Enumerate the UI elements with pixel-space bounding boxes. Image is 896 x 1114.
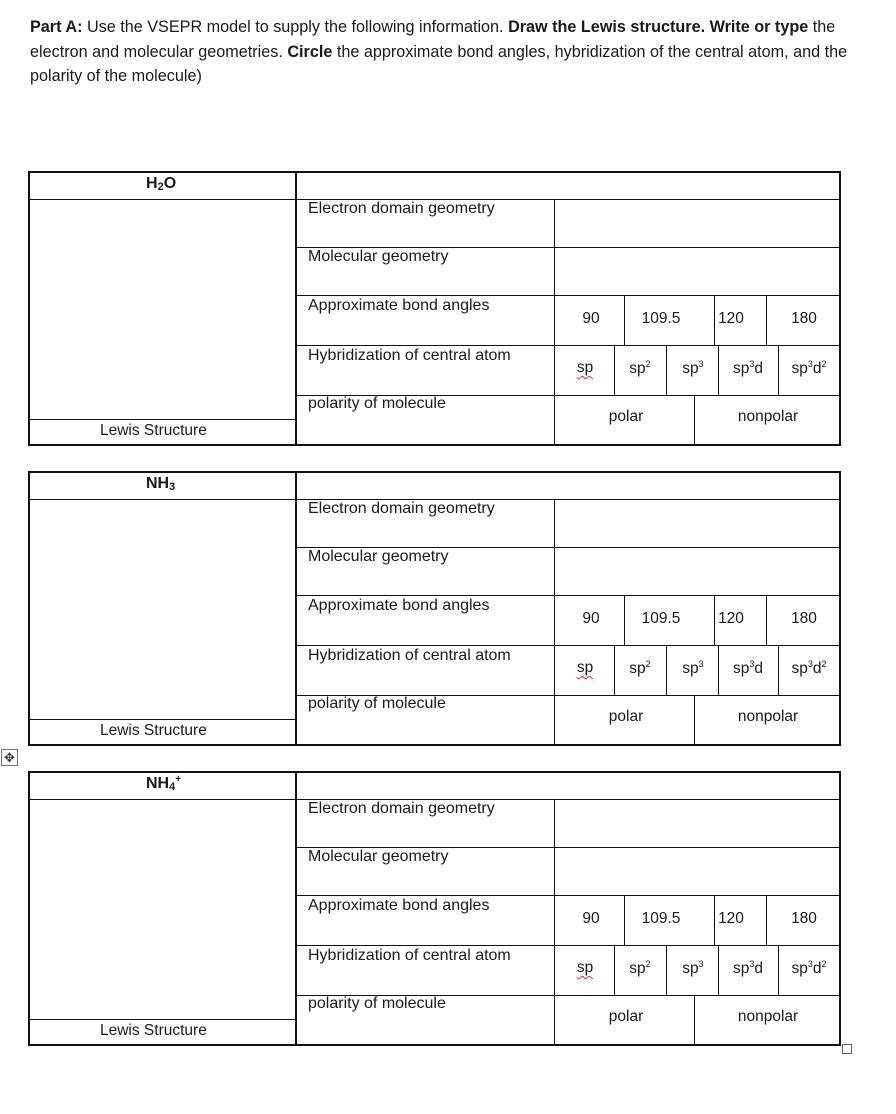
row-label: Electron domain geometry (308, 800, 495, 817)
hybridization-option[interactable]: sp (576, 659, 594, 676)
hybridization-option[interactable]: sp (576, 959, 594, 976)
hybridization-option[interactable]: $sp^3$ (682, 959, 704, 977)
row-label: Hybridization of central atom (308, 947, 511, 964)
hybridization-option[interactable]: $sp^3d$ (732, 959, 764, 977)
electron-domain-geometry-field[interactable] (556, 501, 839, 546)
bond-angle-option[interactable]: 180 (791, 610, 817, 627)
bond-angle-option[interactable]: 180 (791, 310, 817, 327)
molecule-table (28, 471, 841, 746)
polarity-option-polar[interactable]: polar (608, 408, 644, 425)
molecule-formula: $NH_3$ (146, 475, 176, 493)
hybridization-option[interactable]: sp (576, 359, 594, 376)
row-label: Molecular geometry (308, 848, 449, 865)
hybridization-option[interactable]: $sp^2$ (629, 359, 651, 377)
row-label: Approximate bond angles (308, 297, 490, 314)
bond-angle-option[interactable]: 180 (791, 910, 817, 927)
electron-domain-geometry-field[interactable] (556, 201, 839, 246)
row-label: Molecular geometry (308, 248, 449, 265)
hybridization-option[interactable]: $sp^3d^2$ (791, 959, 827, 977)
lewis-structure-label: Lewis Structure (100, 1022, 207, 1039)
bond-angle-option[interactable]: 109.5 (641, 610, 681, 627)
instructions: Part A: Use the VSEPR model to supply the following information. Draw the Lewis structure. Write or type the electron and molecular geometries. Circle the approximate bond angles, hybridization of the central atom, and the polarity of the molecule) (30, 18, 848, 85)
lewis-structure-area[interactable] (30, 801, 295, 1018)
hybridization-option[interactable]: $sp^3d^2$ (791, 359, 827, 377)
row-label: Approximate bond angles (308, 597, 490, 614)
row-label: Hybridization of central atom (308, 347, 511, 364)
lewis-structure-label: Lewis Structure (100, 422, 207, 439)
part-label: Part A: (30, 18, 83, 36)
table-resize-handle-icon[interactable] (842, 1044, 852, 1054)
polarity-option-nonpolar[interactable]: nonpolar (737, 1008, 799, 1025)
row-label: polarity of molecule (308, 395, 446, 412)
molecule-table (28, 771, 841, 1046)
polarity-option-polar[interactable]: polar (608, 1008, 644, 1025)
hybridization-option[interactable]: $sp^2$ (629, 959, 651, 977)
lewis-structure-area[interactable] (30, 201, 295, 418)
hybridization-option[interactable]: $sp^2$ (629, 659, 651, 677)
electron-domain-geometry-field[interactable] (556, 801, 839, 846)
bond-angle-option[interactable]: 90 (582, 310, 600, 327)
hybridization-option[interactable]: $sp^3d$ (732, 659, 764, 677)
row-label: Molecular geometry (308, 548, 449, 565)
bond-angle-option[interactable]: 120 (718, 310, 744, 327)
lewis-structure-area[interactable] (30, 501, 295, 718)
hybridization-option[interactable]: $sp^3d$ (732, 359, 764, 377)
row-label: Hybridization of central atom (308, 647, 511, 664)
bond-angle-option[interactable]: 90 (582, 610, 600, 627)
lewis-structure-label: Lewis Structure (100, 722, 207, 739)
row-label: polarity of molecule (308, 695, 446, 712)
row-label: Approximate bond angles (308, 897, 490, 914)
bond-angle-option[interactable]: 109.5 (641, 910, 681, 927)
hybridization-option[interactable]: $sp^3$ (682, 359, 704, 377)
polarity-option-nonpolar[interactable]: nonpolar (737, 408, 799, 425)
bond-angle-option[interactable]: 120 (718, 910, 744, 927)
molecular-geometry-field[interactable] (556, 249, 839, 294)
hybridization-option[interactable]: $sp^3$ (682, 659, 704, 677)
table-move-handle-icon[interactable]: ✥ (1, 749, 18, 766)
molecule-formula: $H_2O$ (146, 175, 177, 193)
hybridization-option[interactable]: $sp^3d^2$ (791, 659, 827, 677)
molecule-formula: $NH_4^+$ (146, 774, 182, 793)
bond-angle-option[interactable]: 109.5 (641, 310, 681, 327)
polarity-option-polar[interactable]: polar (608, 708, 644, 725)
molecular-geometry-field[interactable] (556, 849, 839, 894)
row-label: Electron domain geometry (308, 200, 495, 217)
molecular-geometry-field[interactable] (556, 549, 839, 594)
molecule-table (28, 171, 841, 446)
row-label: polarity of molecule (308, 995, 446, 1012)
polarity-option-nonpolar[interactable]: nonpolar (737, 708, 799, 725)
bond-angle-option[interactable]: 120 (718, 610, 744, 627)
bond-angle-option[interactable]: 90 (582, 910, 600, 927)
row-label: Electron domain geometry (308, 500, 495, 517)
